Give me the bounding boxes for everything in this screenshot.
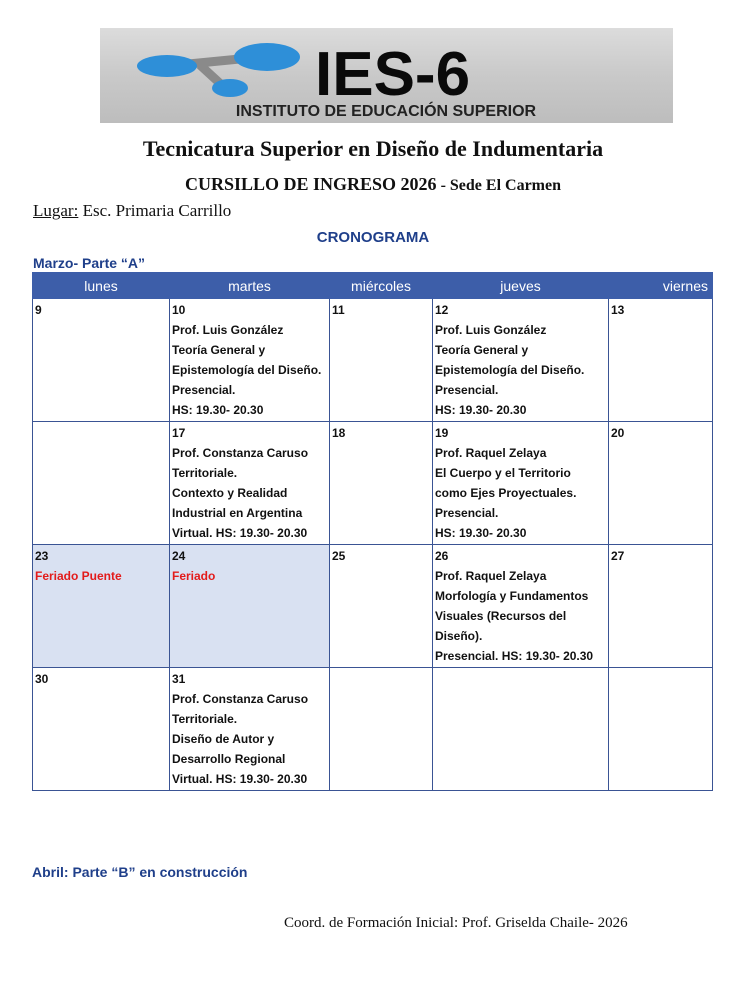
day-number: 26 xyxy=(435,549,449,563)
class-detail-line: Teoría General y xyxy=(435,343,529,357)
day-number: 13 xyxy=(611,303,625,317)
class-detail-line: Prof. Raquel Zelaya xyxy=(435,569,547,583)
class-detail-line: HS: 19.30- 20.30 xyxy=(172,403,264,417)
day-cell xyxy=(433,422,609,545)
class-detail-line: Territoriale. xyxy=(172,712,238,726)
class-detail-line: Industrial en Argentina xyxy=(172,506,303,520)
schedule-table xyxy=(32,272,713,791)
header-jueves: jueves xyxy=(433,273,609,299)
header-martes: martes xyxy=(170,273,330,299)
day-number: 23 xyxy=(35,549,49,563)
day-cell xyxy=(33,668,170,791)
place-line xyxy=(33,201,231,221)
day-number: 19 xyxy=(435,426,449,440)
day-number: 30 xyxy=(35,672,49,686)
day-number: 31 xyxy=(172,672,186,686)
class-detail-line: Epistemología del Diseño. xyxy=(172,363,322,377)
class-detail-line: Visuales (Recursos del xyxy=(435,609,567,623)
institute-logo xyxy=(100,28,673,123)
day-cell xyxy=(170,422,330,545)
table-row xyxy=(33,668,713,791)
day-cell xyxy=(170,668,330,791)
logo-graphic xyxy=(100,28,673,123)
table-row xyxy=(33,299,713,422)
class-detail-line: Diseño). xyxy=(435,629,483,643)
career-title: Tecnicatura Superior en Diseño de Indumentaria xyxy=(142,136,604,161)
day-cell xyxy=(170,299,330,422)
class-detail-line: Prof. Raquel Zelaya xyxy=(435,446,547,460)
class-detail-line: Morfología y Fundamentos xyxy=(435,589,589,603)
table-header-row xyxy=(33,273,713,299)
day-cell xyxy=(330,668,433,791)
day-number: 12 xyxy=(435,303,449,317)
class-detail-line: Prof. Luis González xyxy=(172,323,284,337)
day-cell xyxy=(330,422,433,545)
class-detail-line: como Ejes Proyectuales. xyxy=(435,486,577,500)
day-cell xyxy=(33,422,170,545)
course-venue: - Sede El Carmen xyxy=(436,177,561,194)
header-miercoles: miércoles xyxy=(330,273,433,299)
day-number: 20 xyxy=(611,426,625,440)
logo-main-text: IES-6 xyxy=(315,40,471,109)
day-cell xyxy=(33,545,170,668)
logo-sub-text: INSTITUTO DE EDUCACIÓN SUPERIOR xyxy=(235,103,537,120)
holiday-label: Feriado xyxy=(172,569,216,583)
day-cell xyxy=(330,299,433,422)
day-cell xyxy=(609,668,713,791)
part-b-heading: Abril: Parte “B” en construcción xyxy=(32,864,248,880)
day-number: 24 xyxy=(172,549,186,563)
place-value: Esc. Primaria Carrillo xyxy=(78,201,232,220)
class-detail-line: Virtual. HS: 19.30- 20.30 xyxy=(172,526,308,540)
class-detail-line: Territoriale. xyxy=(172,466,238,480)
class-detail-line: Teoría General y xyxy=(172,343,266,357)
class-detail-line: Prof. Constanza Caruso xyxy=(172,446,309,460)
day-number: 9 xyxy=(35,303,42,317)
class-detail-line: Contexto y Realidad xyxy=(172,486,288,500)
class-detail-line: HS: 19.30- 20.30 xyxy=(435,526,527,540)
course-name: CURSILLO DE INGRESO 2026 xyxy=(185,174,437,194)
place-label: Lugar: xyxy=(33,201,79,220)
class-detail-line: HS: 19.30- 20.30 xyxy=(435,403,527,417)
class-detail-line: Prof. Constanza Caruso xyxy=(172,692,309,706)
schedule-body xyxy=(33,299,713,791)
part-a-heading: Marzo- Parte “A” xyxy=(33,255,146,271)
header-lunes: lunes xyxy=(33,273,170,299)
day-number: 27 xyxy=(611,549,625,563)
class-detail-line: Presencial. xyxy=(435,506,499,520)
day-number: 25 xyxy=(332,549,346,563)
header-viernes: viernes xyxy=(609,273,713,299)
footer-coordinator: Coord. de Formación Inicial: Prof. Griselda Chaile- 2026 xyxy=(284,915,628,931)
class-detail-line: Virtual. HS: 19.30- 20.30 xyxy=(172,772,308,786)
class-detail-line: Prof. Luis González xyxy=(435,323,547,337)
table-row xyxy=(33,422,713,545)
day-number: 18 xyxy=(332,426,346,440)
day-cell xyxy=(170,545,330,668)
day-cell xyxy=(609,299,713,422)
day-number: 10 xyxy=(172,303,186,317)
day-cell xyxy=(433,668,609,791)
cronograma-heading: CRONOGRAMA xyxy=(316,229,430,246)
day-cell xyxy=(433,545,609,668)
holiday-label: Feriado Puente xyxy=(35,569,122,583)
class-detail-line: Presencial. xyxy=(435,383,499,397)
class-detail-line: El Cuerpo y el Territorio xyxy=(435,466,571,480)
class-detail-line: Presencial. HS: 19.30- 20.30 xyxy=(435,649,594,663)
day-cell xyxy=(609,422,713,545)
table-row xyxy=(33,545,713,668)
class-detail-line: Diseño de Autor y xyxy=(172,732,275,746)
class-detail-line: Epistemología del Diseño. xyxy=(435,363,585,377)
class-detail-line: Desarrollo Regional xyxy=(172,752,286,766)
day-cell xyxy=(33,299,170,422)
day-cell xyxy=(330,545,433,668)
day-number: 11 xyxy=(332,303,345,317)
class-detail-line: Presencial. xyxy=(172,383,236,397)
course-title xyxy=(0,174,746,195)
day-cell xyxy=(433,299,609,422)
day-cell xyxy=(609,545,713,668)
day-number: 17 xyxy=(172,426,186,440)
